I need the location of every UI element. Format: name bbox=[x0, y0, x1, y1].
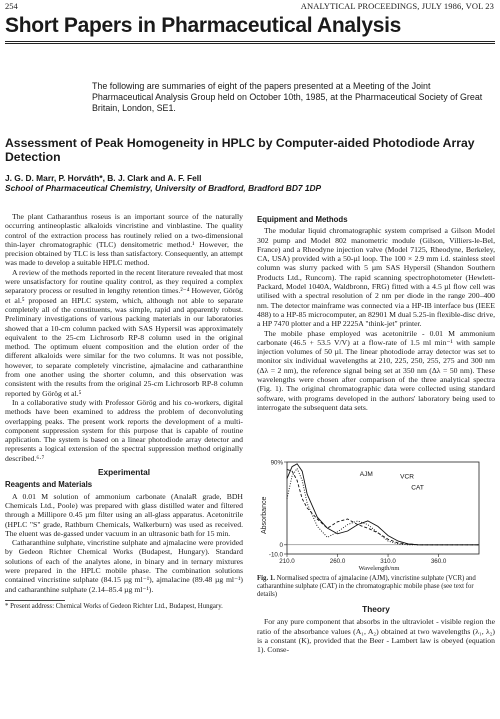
main-title: Short Papers in Pharmaceutical Analysis bbox=[5, 14, 402, 37]
x-tick-label: 210.0 bbox=[279, 558, 295, 565]
y-tick-label: 0 bbox=[279, 542, 283, 550]
y-tick-label: -10.0 bbox=[268, 551, 283, 559]
x-axis-label: Wavelength/nm bbox=[358, 565, 400, 572]
footnote-rule bbox=[5, 600, 65, 601]
figure-caption-label: Fig. 1. bbox=[257, 575, 275, 582]
series-label-vcr: VCR bbox=[400, 473, 414, 481]
series-line-cat bbox=[287, 468, 479, 544]
title-rule-top bbox=[5, 41, 495, 42]
theory-section bbox=[257, 600, 495, 654]
footnote: * Present address: Chemical Works of Gedeon Richter Ltd., Budapest, Hungary. bbox=[5, 602, 223, 610]
y-tick-label: 90% bbox=[270, 459, 283, 467]
left-paragraph-2: A review of the methods reported in the recent literature revealed that most were unsatisfactory for routine quality control, as they required a complex separatory process or resulted in lengthy retention times.²⁻⁴ However, Görög et al.⁵ proposed an HPLC system, which, although not able to separate completely all of the constituents, was simple, rapid and apparently robust. Preliminary investigations of various packing materials in our laboratories showed that a 10-cm column packed with SAS Hypersil was approximately equivalent to the 25-cm Lichrosorb RP-8 column used in the original method. The optimum eluent composition and the elution order of the different alkaloids were similar for the two columns. It was not possible, however, to separate completely vincristine, ajmalacine and catharanthine from one another using the shorter column, and this observation was consistent with the results from the original 25-cm Lichrosorb RP-8 column reported by Görög et al.⁵ bbox=[5, 267, 243, 398]
theory-heading: Theory bbox=[362, 604, 390, 614]
figure-caption-text: Normalised spectra of ajmalacine (AJM), vincristine sulphate (VCR) and catharanthine sulphate (CAT) in the chromatographic mobile phase (see text for details) bbox=[257, 575, 476, 599]
x-tick-label: 260.0 bbox=[329, 558, 346, 565]
figure-caption bbox=[257, 575, 495, 600]
left-paragraph-3: In a collaborative study with Professor Görög and his co-workers, digital methods have been examined to address the problem of deconvoluting overlapping peaks. The present work reports the development of a multi-component suppression system for this purpose that is capable of routine application. The system is based on a linear photodiode array detector and represents a logical extension of the spectral suppression method originally described.⁶·⁷ bbox=[5, 397, 243, 463]
equipment-heading: Equipment and Methods bbox=[257, 215, 348, 224]
right-paragraph-1: The modular liquid chromatographic system comprised a Gilson Model 302 pump and Model 802 manometric module (Gilson, Villiers-le-Bel, France) and a Rheodyne injection valve (Model 7125, Rheodyne, Berkeley, CA, USA) provided with a 50-µl loop. The 100 × 2.9 mm i.d. stainless steel column was slurry packed with 5 µm SAS Hypersil (Shandon Southern Products Ltd., Runcorn). The rapid scanning spectrophotometer (Hewlett-Packard, Model 1040A, Waldbronn, FRG) fitted with a 4.5 µl flow cell was utilised with a spectral resolution of 2 nm per diode in the range 200–400 nm. The detector mainframe was connected via a HP-IB interface bus (IEEE 488) to a HP-85 microcomputer, an 82901 M dual 5.25-in flexible-disc drive, a HP 7470 plotter and a HP 2225A "think-jet" printer. bbox=[257, 226, 495, 329]
page-number: 254 bbox=[5, 1, 18, 11]
right-column bbox=[257, 212, 495, 412]
y-axis-label: Absorbance bbox=[261, 496, 268, 534]
series-label-cat: CAT bbox=[411, 484, 424, 492]
right-paragraph-2: The mobile phase employed was acetonitrile - 0.01 M ammonium carbonate (46.5 + 53.5 V/V) at a flow-rate of 1.5 ml min⁻¹ with sample injection volumes of 50 µl. The linear photodiode array detector was set to monitor six individual wavelengths at 210, 225, 250, 255, 275 and 300 nm (Δλ = 2 nm), the reference signal being set at 350 nm (Δλ = 50 nm). These wavelengths were chosen after comparison of the three analytical spectra (Fig. 1). The original chromatographic data were collected using standard software, with programs developed in the authors' laboratory being used to interrogate the subsequent data sets. bbox=[257, 328, 495, 412]
left-paragraph-4: A 0.01 M solution of ammonium carbonate (AnalaR grade, BDH Chemicals Ltd., Poole) was prepared with glass distilled water and filtered through a Millipore 0.45 µm filter using an all-glass apparatus. Acetonitrile (HPLC "S" grade, Rathburn Chemicals, Walkerburn) was used as received. The eluent was de-gassed under vacuum in an ultrasonic bath for 15 min. bbox=[5, 491, 243, 538]
series-line-vcr bbox=[287, 469, 479, 544]
x-tick-label: 360.0 bbox=[430, 558, 447, 565]
experimental-heading: Experimental bbox=[97, 467, 151, 478]
plot-frame bbox=[287, 462, 479, 554]
series-line-ajm bbox=[287, 464, 479, 545]
running-head: ANALYTICAL PROCEEDINGS, JULY 1986, VOL 23 bbox=[300, 1, 494, 11]
paper-authors: J. G. D. Marr, P. Horváth*, B. J. Clark and A. F. Fell bbox=[5, 173, 202, 183]
spectra-chart bbox=[257, 454, 495, 572]
paper-title: Assessment of Peak Homogeneity in HPLC by Computer-aided Photodiode Array Detection bbox=[5, 136, 475, 164]
figure-1 bbox=[257, 454, 495, 572]
x-tick-label: 310.0 bbox=[380, 558, 396, 565]
intro-paragraph: The following are summaries of eight of the papers presented at a Meeting of the Joint Pharmaceutical Analysis Group held on October 10th, 1985, at the Pharmaceutical Society of Great Britain, London, SE1. bbox=[92, 81, 483, 113]
title-rule-bottom bbox=[5, 43, 495, 44]
left-column bbox=[5, 212, 243, 611]
left-paragraph-5: Catharanthine sulphate, vincristine sulphate and ajmalacine were provided by Gedeon Richter Chemical Works (Budapest, Hungary). Standard solutions of each of the analytes alone, in binary and in ternary mixtures were prepared in the HPLC mobile phase. The combination solutions contained vincristine sulphate (84.15 µg ml⁻¹), ajmalacine (89.48 µg ml⁻¹) and catharanthine sulphate (2.14–85.4 µg ml⁻¹). bbox=[5, 538, 243, 594]
theory-paragraph: For any pure component that absorbs in the ultraviolet - visible region the ratio of the absorbance values (A₁, A₂) obtained at two wavelengths (λ₁, λ₂) is a constant (K), provided that the Beer - Lambert law is obeyed (equation 1). Conse- bbox=[257, 617, 495, 655]
left-paragraph-1: The plant Catharanthus roseus is an important source of the naturally occurring antineoplastic alkaloids vincristine and vinblastine. The quality control of the extraction process has routinely relied on a two-dimensional thin-layer chromatographic (TLC) densitometric method.¹ However, the precision obtained by TLC is less than satisfactory. Consequently, an attempt was made to develop a suitable HPLC method. bbox=[5, 212, 243, 268]
reagents-heading: Reagents and Materials bbox=[5, 480, 93, 490]
series-label-ajm: AJM bbox=[359, 470, 373, 478]
paper-affiliation: School of Pharmaceutical Chemistry, University of Bradford, Bradford BD7 1DP bbox=[5, 183, 322, 193]
